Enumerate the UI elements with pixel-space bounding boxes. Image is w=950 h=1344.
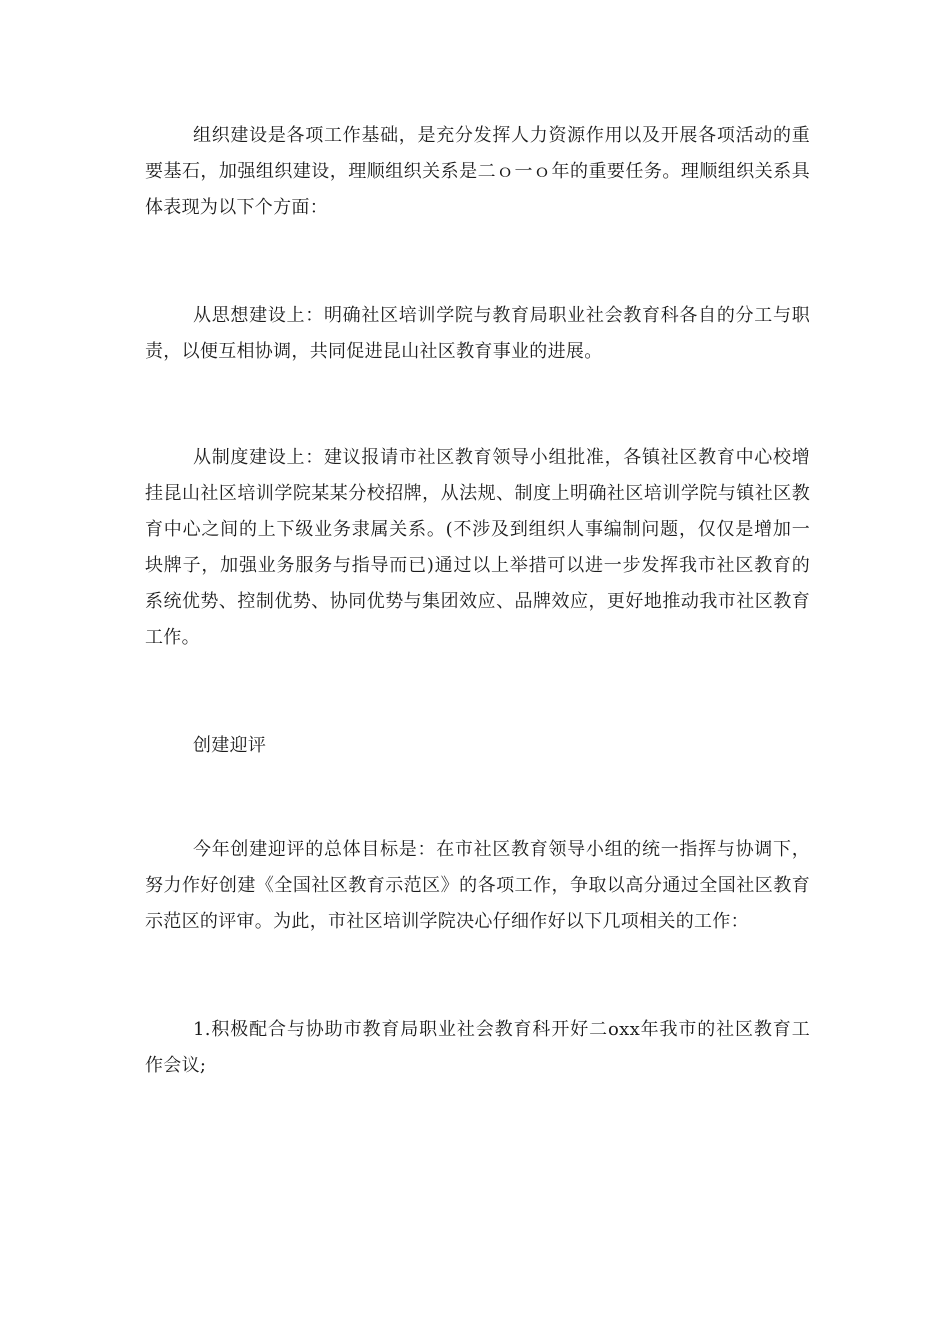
paragraph-organization-building: 组织建设是各项工作基础，是充分发挥人力资源作用以及开展各项活动的重要基石，加强组织建设，理顺组织关系是二ｏ一ｏ年的重要任务。理顺组织关系具体表现为以下个方面： <box>145 125 810 218</box>
paragraph-annual-goal: 今年创建迎评的总体目标是：在市社区教育领导小组的统一指挥与协调下，努力作好创建《全国社区教育示范区》的各项工作，争取以高分通过全国社区教育示范区的评审。为此，市社区培训学院决心仔细作好以下几项相关的工作： <box>145 839 810 932</box>
section-heading-create-evaluation: 创建迎评 <box>193 735 267 756</box>
paragraph-ideological-building: 从思想建设上：明确社区培训学院与教育局职业社会教育科各自的分工与职责，以便互相协调，共同促进昆山社区教育事业的进展。 <box>145 305 810 362</box>
paragraph-institutional-building: 从制度建设上：建议报请市社区教育领导小组批准，各镇社区教育中心校增挂昆山社区培训学院某某分校招牌，从法规、制度上明确社区培训学院与镇社区教育中心之间的上下级业务隶属关系。(不涉及到组织人事编制问题，仅仅是增加一块牌子，加强业务服务与指导而已)通过以上举措可以进一步发挥我市社区教育的系统优势、控制优势、协同优势与集团效应、品牌效应，更好地推动我市社区教育工作。 <box>145 447 810 648</box>
list-item-1: 1.积极配合与协助市教育局职业社会教育科开好二oxx年我市的社区教育工作会议; <box>145 1019 810 1076</box>
